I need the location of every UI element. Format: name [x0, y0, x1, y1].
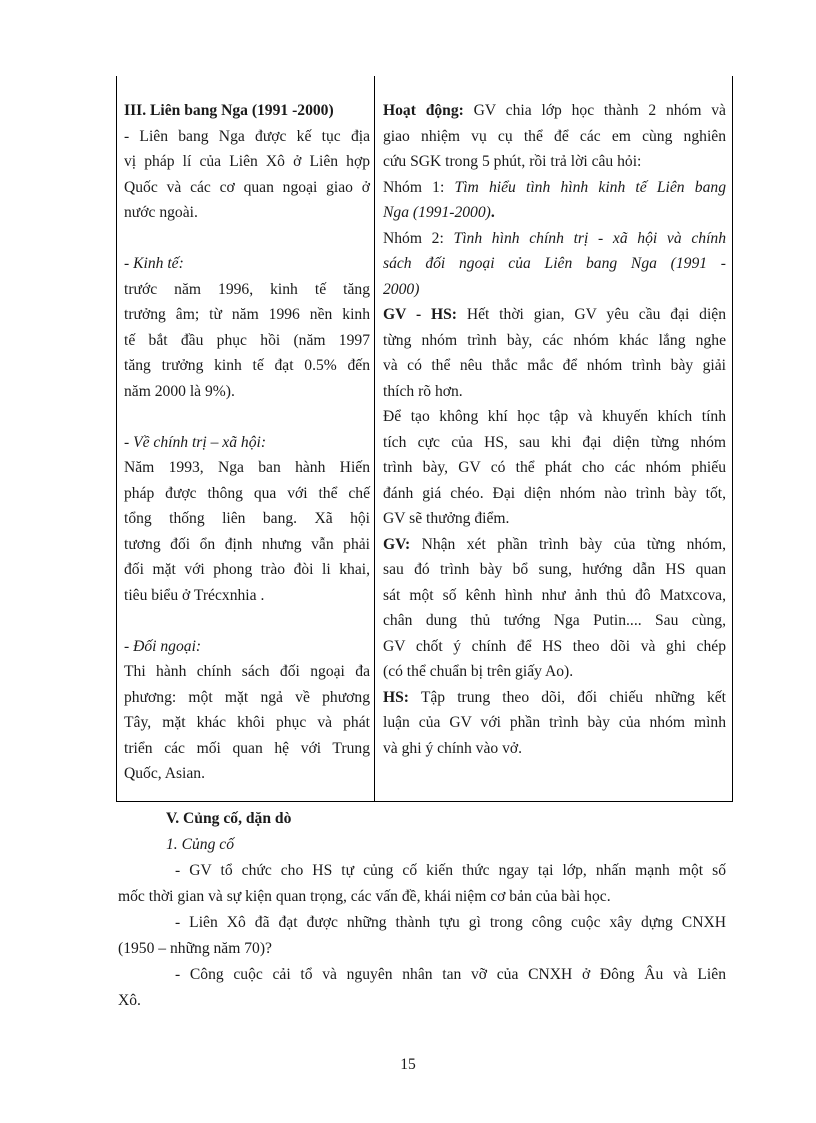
text-line: đối mặt với phong trào đòi li khai,: [124, 561, 370, 578]
text-line: mốc thời gian và sự kiện quan trọng, các vấn đề, khái niệm cơ bản của bài học.: [118, 888, 611, 905]
text-line: cứu SGK trong 5 phút, rồi trả lời câu hỏi:: [383, 153, 642, 170]
text-line: đánh giá chéo. Đại diện nhóm nào trình bày tốt,: [383, 484, 726, 502]
text-line: tổng thống liên bang. Xã hội: [124, 510, 370, 527]
text-line: và có thể nêu thắc mắc để nhóm trình bày giải: [383, 357, 726, 374]
text-line: tiêu biểu ở Trécxnhia .: [124, 586, 265, 604]
text-line: Thi hành chính sách đối ngoại đa: [124, 663, 370, 680]
text-line: GV - HS: Hết thời gian, GV yêu cầu đại diện: [383, 306, 726, 323]
text-line: Xô.: [118, 992, 141, 1009]
text-line: tích cực của HS, sau khi đại diện từng nhóm: [383, 433, 726, 451]
table-border-bottom: [116, 801, 733, 802]
gv-hs-label: GV - HS:: [383, 306, 457, 323]
text-line: - GV tổ chức cho HS tự củng cố kiến thức ngay tại lớp, nhấn mạnh một số: [175, 862, 726, 879]
table-border-left: [116, 76, 117, 802]
table-column-divider: [374, 76, 375, 802]
text-line: - Liên Xô đã đạt được những thành tựu gì trong công cuộc xây dựng CNXH: [175, 914, 726, 931]
text-line: - Liên bang Nga được kế tục địa: [124, 127, 370, 145]
text-line: sách đối ngoại của Liên bang Nga (1991 -: [383, 255, 726, 272]
text-line: và ghi ý chính vào vở.: [383, 739, 523, 757]
text-line: HS: Tập trung theo dõi, đối chiếu những kết: [383, 688, 726, 706]
text-line: GV sẽ thưởng điểm.: [383, 510, 510, 527]
text-line: trưởng âm; từ năm 1996 nền kinh: [124, 306, 370, 323]
text-line: sát một số kênh hình như ảnh thủ đô Matxcova,: [383, 586, 726, 604]
group1-label: Nhóm 1:: [383, 178, 455, 196]
text-line: tăng trưởng kinh tế đạt 0.5% đến: [124, 357, 370, 374]
consolidation-section: [118, 806, 726, 1014]
hs-label: HS:: [383, 688, 409, 706]
content-column: [124, 98, 370, 787]
text-line: phương: một mặt ngả về phương: [124, 688, 370, 706]
text-line: nước ngoài.: [124, 204, 198, 221]
text-line: thích rõ hơn.: [383, 382, 463, 400]
text-line: chân dung thủ tướng Nga Putin.... Sau cùng,: [383, 612, 726, 629]
text-line: luận của GV với phần trình bày của nhóm mình: [383, 714, 726, 731]
text-line: triển các mối quan hệ với Trung: [124, 739, 370, 757]
text-line: (có thể chuẩn bị trên giấy Ao).: [383, 663, 574, 680]
gv-label: GV:: [383, 535, 411, 553]
text-line: năm 2000 là 9%).: [124, 382, 235, 400]
page-number: 15: [400, 1056, 416, 1073]
text-line: Nhóm 1: Tìm hiểu tình hình kinh tế Liên bang: [383, 178, 726, 196]
text-line: Hoạt động: GV chia lớp học thành 2 nhóm và: [383, 102, 726, 119]
text-line: sau đó trình bày bổ sung, hướng dẫn HS quan: [383, 561, 726, 578]
foreign-policy-heading: - Đối ngoại:: [124, 637, 202, 655]
text-line: Quốc, Asian.: [124, 765, 205, 782]
economy-heading: - Kinh tế:: [124, 255, 184, 272]
text-line: tương đối ổn định nhưng vẫn phải: [124, 535, 370, 553]
section-heading-consolidation: V. Củng cố, dặn dò: [166, 810, 292, 827]
text-line: tế bắt đầu phục hồi (năm 1997: [124, 331, 370, 349]
text-line: GV chốt ý chính để HS theo dõi và ghi chép: [383, 637, 726, 655]
text-line: trình bày, GV có thể phát cho các nhóm phiếu: [383, 459, 726, 476]
group2-label: Nhóm 2:: [383, 229, 454, 247]
text-line: Năm 1993, Nga ban hành Hiến: [124, 459, 370, 476]
text-line: pháp được thông qua với thể chế: [124, 484, 370, 502]
section-heading-russia: III. Liên bang Nga (1991 -2000): [124, 102, 334, 119]
politics-heading: - Về chính trị – xã hội:: [124, 433, 267, 451]
text-line: từng nhóm trình bày, các nhóm khác lắng nghe: [383, 331, 726, 349]
text-line: Nga (1991-2000).: [383, 204, 495, 221]
activity-label: Hoạt động:: [383, 102, 464, 119]
text-line: Nhóm 2: Tình hình chính trị - xã hội và chính: [383, 229, 726, 247]
text-line: giao nhiệm vụ cụ thể để các em cùng nghiên: [383, 127, 726, 145]
text-line: - Công cuộc cải tổ và nguyên nhân tan vỡ của CNXH ở Đông Âu và Liên: [175, 966, 726, 983]
text-line: GV: Nhận xét phần trình bày của từng nhóm,: [383, 535, 726, 553]
subheading-consolidation: 1. Củng cố: [166, 836, 235, 853]
text-line: Tây, mặt khác khôi phục và phát: [124, 714, 370, 731]
text-line: Quốc và các cơ quan ngoại giao ở: [124, 178, 370, 196]
text-line: Để tạo không khí học tập và khuyến khích tính: [383, 408, 726, 425]
text-line: (1950 – những năm 70)?: [118, 940, 272, 957]
activity-column: [383, 98, 726, 761]
table-border-right: [732, 76, 733, 802]
text-line: vị pháp lí của Liên Xô ở Liên hợp: [124, 153, 370, 170]
text-line: trước năm 1996, kinh tế tăng: [124, 280, 370, 298]
text-line: 2000): [383, 280, 420, 298]
